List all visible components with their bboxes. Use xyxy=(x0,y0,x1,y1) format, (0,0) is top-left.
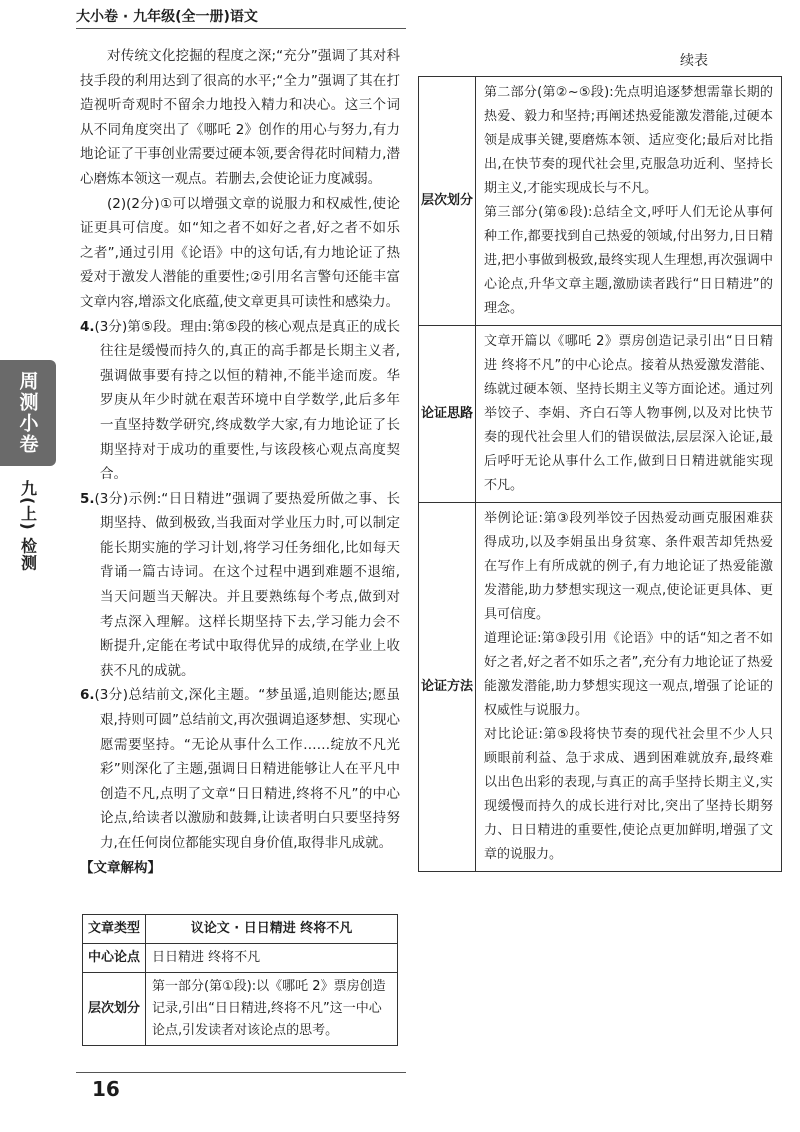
answer-q6 xyxy=(80,683,400,855)
table-row xyxy=(419,77,782,326)
method-reason: 道理论证:第③段引用《论语》中的话“知之者不如好之者,好之者不如乐之者”,充分有力地论证了热爱能激发潜能,助力梦想实现这一观点,增强了论证的权威性与说服力。 xyxy=(484,631,773,718)
q6-number: 6. xyxy=(80,687,95,704)
page-number: 16 xyxy=(92,1077,120,1101)
table-label: 论证思路 xyxy=(419,326,476,503)
table-value xyxy=(476,503,782,872)
method-example: 举例论证:第③段列举饺子因热爱动画克服困难获得成功,以及李娟虽出身贫寒、条件艰苦却凭热爱在写作上有所成就的例子,有力地论证了热爱能激发潜能,助力梦想实现这一观点,使论证更具体、更具可信度。 xyxy=(484,511,773,622)
q4-text: (3分)第⑤段。理由:第⑤段的核心观点是真正的成长往往是缓慢而持久的,真正的高手都是长期主义者,强调做事要有持之以恒的精神,不能半途而废。华罗庚从年少时就在艰苦环境中自学数学,此后多年一直坚持数学研究,终成数学大家,有力地论证了长期坚持对于成功的重要性,与该段核心观点高度契合。 xyxy=(94,318,400,483)
header-divider xyxy=(76,28,406,29)
header-title: 大小卷 · 九年级(全一册)语文 xyxy=(76,9,258,25)
section-heading: 【文章解构】 xyxy=(80,859,161,876)
q6-text: (3分)总结前文,深化主题。“梦虽遥,追则能达;愿虽艰,持则可圆”总结前文,再次强调追逐梦想、实现心愿需要坚持。“无论从事什么工作……绽放不凡光彩”则深化了主题,强调日日精进能够让人在平凡中创造不凡,点明了文章“日日精进,终将不凡”的中心论点,给读者以激励和鼓舞,让读者明白只要坚持努力,在任何岗位都能实现自身价值,取得非凡成就。 xyxy=(94,687,400,851)
table-row xyxy=(83,915,398,944)
table-row xyxy=(83,973,398,1046)
table-value: 文章开篇以《哪吒 2》票房创造记录引出“日日精进 终将不凡”的中心论点。接着从热爱激发潜能、练就过硬本领、坚持长期主义等方面论述。通过列举饺子、李娟、齐白石等人物事例,以及对比快节奏的现代社会里人们的错误做法,层层深入论证,最后呼吁无论从事什么工作,做到日日精进就能实现不凡。 xyxy=(476,326,782,503)
table-value xyxy=(476,77,782,326)
answer-paragraph-1: 对传统文化挖掘的程度之深;“充分”强调了其对科技手段的利用达到了很高的水平;“全力”强调了其在打造视听奇观时不留余力地投入精力和决心。这三个词从不同角度突出了《哪吒 2》创作的用心与努力,有力地论证了干事创业需要过硬本领,要舍得花时间精力,潜心磨炼本领这一观点。若删去,会使论证力度减弱。 xyxy=(80,48,400,187)
table-row xyxy=(83,944,398,973)
answer-paragraph-2: (2)(2分)①可以增强文章的说服力和权威性,使论证更具可信度。如“知之者不如好之者,好之者不如乐之者”,通过引用《论语》中的这句话,有力地论证了热爱对于激发人潜能的重要性;②引用名言警句还能丰富文章内容,增添文化底蕴,使文章更具可读性和感染力。 xyxy=(80,195,400,310)
structure-table xyxy=(82,914,398,1046)
table-row xyxy=(419,503,782,872)
side-tab-label: 周测小卷 xyxy=(16,371,39,455)
left-column xyxy=(80,44,400,880)
footer-divider xyxy=(76,1072,406,1073)
q5-text: (3分)示例:“日日精进”强调了要热爱所做之事、长期坚持、做到极致,当我面对学业压力时,可以制定能长期实施的学习计划,将学习任务细化,比如每天背诵一篇古诗词。在这个过程中遇到难题不退缩,当天问题当天解决。并且要熟练每个考点,做到对考点深入理解。这样长期坚持下去,学习能力会不断提升,定能在考试中取得优异的成绩,在学业上收获不凡的成就。 xyxy=(94,490,400,679)
method-contrast: 对比论证:第⑤段将快节奏的现代社会里不少人只顾眼前利益、急于求成、遇到困难就放弃,最终难以出色出彩的表现,与真正的高手坚持长期主义,实现缓慢而持久的成长进行对比,突出了坚持长期努力、日日精进的重要性,使论点更加鲜明,增强了文章的说服力。 xyxy=(484,727,773,862)
table-label: 中心论点 xyxy=(83,944,146,973)
layering-part-2: 第二部分(第②~⑤段):先点明追逐梦想需靠长期的热爱、毅力和坚持;再阐述热爱能激发潜能,过硬本领是成事关键,要磨炼本领、适应变化;最后对比指出,在快节奏的现代社会里,克服急功近利、坚持长期主义,才能实现成长与不凡。 xyxy=(484,85,773,196)
q5-number: 5. xyxy=(80,490,95,507)
table-label: 层次划分 xyxy=(419,77,476,326)
table-label: 论证方法 xyxy=(419,503,476,872)
table-label: 文章类型 xyxy=(83,915,146,944)
side-tab xyxy=(0,360,56,466)
table-value: 日日精进 终将不凡 xyxy=(146,944,398,973)
answer-q5 xyxy=(80,487,400,684)
continued-table xyxy=(418,76,782,872)
continued-label: 续表 xyxy=(680,53,708,69)
table-row xyxy=(419,326,782,503)
table-value: 议论文 · 日日精进 终将不凡 xyxy=(146,915,398,944)
layering-part-3: 第三部分(第⑥段):总结全文,呼吁人们无论从事何种工作,都要找到自己热爱的领域,付出努力,日日精进,把小事做到极致,最终实现人生理想,再次强调中心论点,升华文章主题,激励读者践行“日日精进”的理念。 xyxy=(484,205,773,316)
table-label: 层次划分 xyxy=(83,973,146,1046)
table-value: 第一部分(第①段):以《哪吒 2》票房创造记录,引出“日日精进,终将不凡”这一中心论点,引发读者对该论点的思考。 xyxy=(146,973,398,1046)
q4-number: 4. xyxy=(80,318,95,335)
answer-q4 xyxy=(80,315,400,487)
side-sub-label: 九(上) 检测 xyxy=(18,480,38,572)
